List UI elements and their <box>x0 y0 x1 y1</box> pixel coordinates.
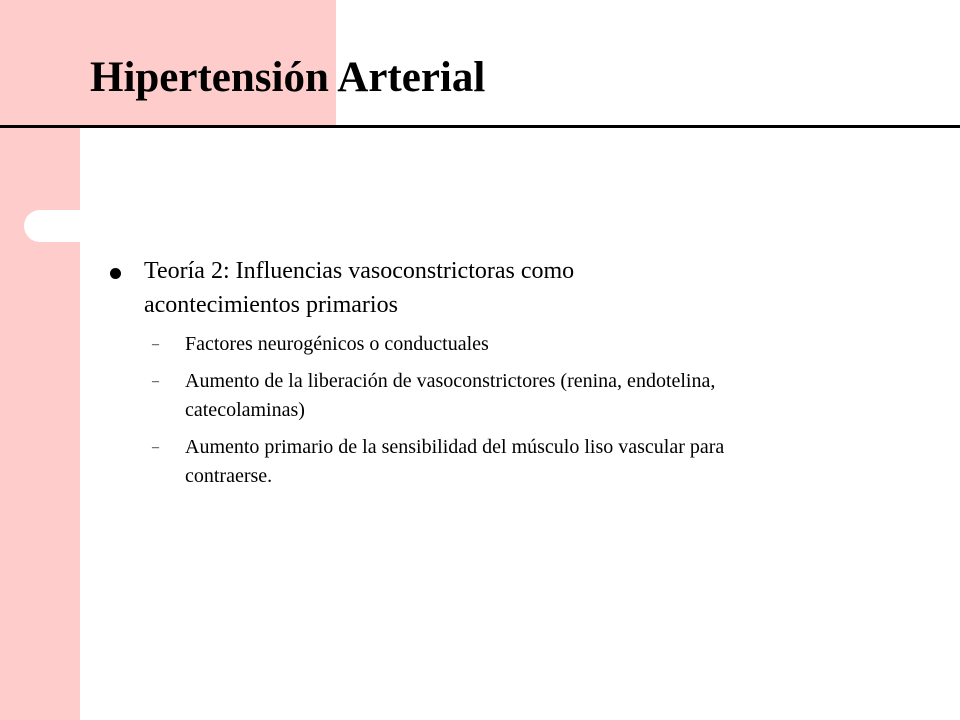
title-divider <box>0 125 960 128</box>
main-bullet-line-1: Teoría 2: Influencias vasoconstrictoras como <box>144 258 575 284</box>
sub-bullet-neurogenic <box>100 330 920 359</box>
dash-icon: – <box>152 440 159 455</box>
sub-bullet-vasoconstrictors <box>100 367 920 425</box>
main-bullet-line-2: acontecimientos primarios <box>144 292 398 318</box>
decorative-rounded-corner <box>80 128 200 248</box>
dash-icon: – <box>152 374 159 389</box>
dash-icon: – <box>152 337 159 352</box>
sub-bullet-smooth-muscle <box>100 433 920 491</box>
decorative-pink-strip <box>0 0 80 720</box>
sub-bullet-line-1: Factores neurogénicos o conductuales <box>185 333 489 355</box>
main-bullet <box>100 254 920 322</box>
sub-bullet-list <box>100 330 920 491</box>
sub-bullet-line-2: contraerse. <box>185 465 273 487</box>
sub-bullet-line-2: catecolaminas) <box>185 399 305 421</box>
sub-bullet-line-1: Aumento de la liberación de vasoconstrictores (renina, endotelina, <box>185 370 716 392</box>
sub-bullet-line-1: Aumento primario de la sensibilidad del músculo liso vascular para <box>185 436 725 458</box>
slide-title: Hipertensión Arterial <box>90 54 486 101</box>
decorative-tab-notch <box>24 210 94 242</box>
bullet-dot-icon <box>110 268 121 279</box>
slide-content <box>100 254 920 499</box>
